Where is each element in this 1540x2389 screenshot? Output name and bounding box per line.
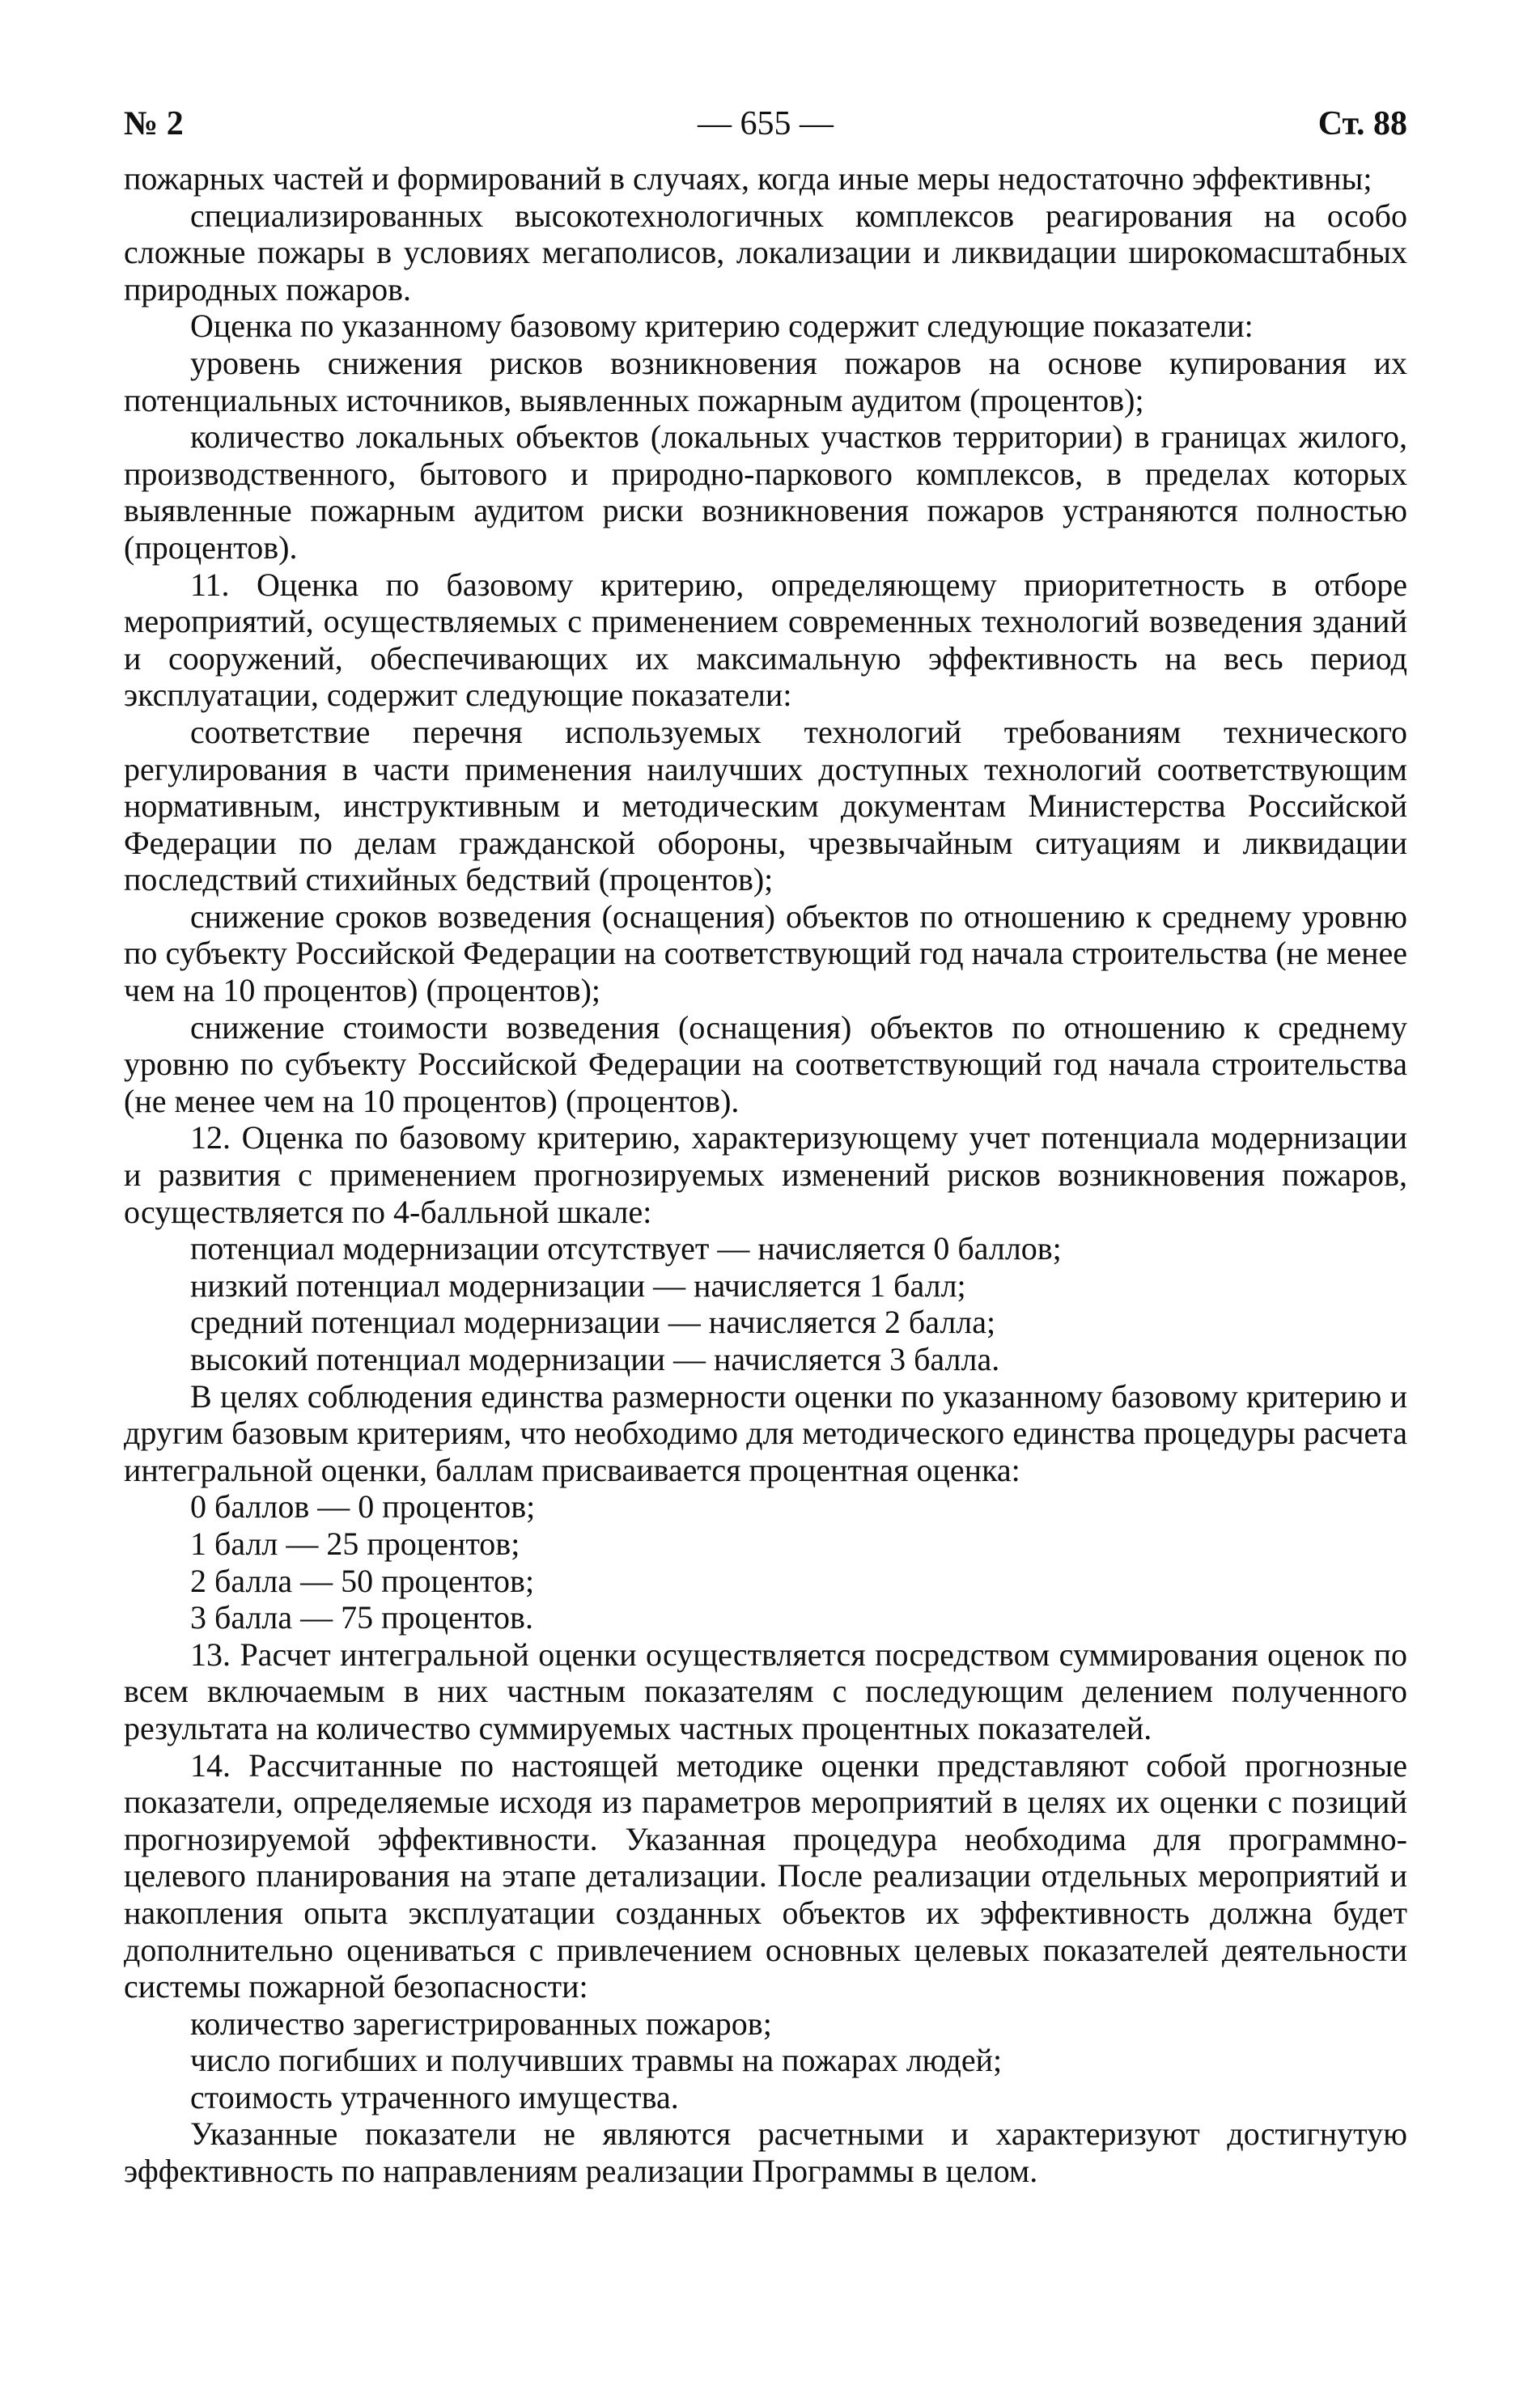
list-item: высокий потенциал модернизации — начисляется 3 балла. <box>190 1341 1000 1377</box>
list-item: стоимость утраченного имущества. <box>190 2078 679 2115</box>
list-item: 0 баллов — 0 процентов; <box>190 1488 536 1525</box>
paragraph: В целях соблюдения единства размерности оценки по указанному базовому критерию и другим базовым критериям, что необходимо для методического единства процедуры расчета интегральной оценки, баллам присваивается процентная оценка: <box>124 1377 1407 1488</box>
list-item: количество зарегистрированных пожаров; <box>190 2005 772 2042</box>
document-page <box>124 95 1407 2190</box>
list-item: 2 балла — 50 процентов; <box>190 1562 535 1599</box>
page-header <box>124 95 1407 152</box>
list-item: средний потенциал модернизации — начисляется 2 балла; <box>190 1304 996 1341</box>
paragraph: уровень снижения рисков возникновения пожаров на основе купирования их потенциальных источников, выявленных пожарным аудитом (процентов); <box>124 344 1407 418</box>
paragraph: 13. Расчет интегральной оценки осуществляется посредством суммирования оценок по всем включаемым в них частным показателям с последующим делением полученного результата на количество суммируемых частных процентных показателей. <box>124 1636 1407 1746</box>
paragraph: 14. Рассчитанные по настоящей методике оценки представляют собой прогнозные показатели, определяемые исходя из параметров мероприятий в целях их оценки с позиций прогнозируемой эффективности. Указанная процедура необходима для программно-целевого планирования на этапе детализации. После реализации отдельных мероприятий и накопления опыта эксплуатации созданных объектов их эффективность должна будет дополнительно оцениваться с привлечением основных целевых показателей деятельности системы пожарной безопасности: <box>124 1746 1407 2005</box>
list-item: число погибших и получивших травмы на пожарах людей; <box>190 2042 1003 2079</box>
article-number: Ст. 88 <box>1317 105 1407 142</box>
paragraph: соответствие перечня используемых технологий требованиям технического регулирования в части применения наилучших доступных технологий соответствующим нормативным, инструктивным и методическим документам Министерства Российской Федерации по делам гражданской обороны, чрезвычайным ситуациям и ликвидации последствий стихийных бедствий (процентов); <box>124 713 1407 898</box>
paragraph: Оценка по указанному базовому критерию содержит следующие показатели: <box>190 308 1254 345</box>
page-number: — 655 — <box>698 105 834 142</box>
paragraph: количество локальных объектов (локальных участков территории) в границах жилого, производственного, бытового и природно-паркового комплексов, в пределах которых выявленные пожарным аудитом риски возникновения пожаров устраняются полностью (процентов). <box>124 418 1407 566</box>
list-item: 3 балла — 75 процентов. <box>190 1599 533 1636</box>
list-item: низкий потенциал модернизации — начисляется 1 балл; <box>190 1267 966 1304</box>
list-item: 1 балл — 25 процентов; <box>190 1525 520 1562</box>
paragraph: снижение сроков возведения (оснащения) объектов по отношению к среднему уровню по субъекту Российской Федерации на соответствующий год начала строительства (не менее чем на 10 процентов) (процентов); <box>124 897 1407 1009</box>
document-body <box>124 160 1407 2190</box>
paragraph: пожарных частей и формирований в случаях, когда иные меры недостаточно эффективны; <box>124 160 1372 197</box>
issue-number: № 2 <box>124 105 184 142</box>
paragraph: специализированных высокотехнологичных комплексов реагирования на особо сложные пожары в условиях мегаполисов, локализации и ликвидации широкомасштабных природных пожаров. <box>124 197 1407 308</box>
paragraph: Указанные показатели не являются расчетными и характеризуют достигнутую эффективность по направлениям реализации Программы в целом. <box>124 2115 1407 2190</box>
list-item: потенциал модернизации отсутствует — начисляется 0 баллов; <box>190 1230 1062 1267</box>
paragraph: снижение стоимости возведения (оснащения) объектов по отношению к среднему уровню по субъекту Российской Федерации на соответствующий год начала строительства (не менее чем на 10 процентов) (процентов). <box>124 1008 1407 1119</box>
paragraph: 11. Оценка по базовому критерию, определяющему приоритетность в отборе мероприятий, осуществляемых с применением современных технологий возведения зданий и сооружений, обеспечивающих их максимальную эффективность на весь период эксплуатации, содержит следующие показатели: <box>124 566 1407 714</box>
paragraph: 12. Оценка по базовому критерию, характеризующему учет потенциала модернизации и развития с применением прогнозируемых изменений рисков возникновения пожаров, осуществляется по 4-балльной шкале: <box>124 1119 1407 1230</box>
